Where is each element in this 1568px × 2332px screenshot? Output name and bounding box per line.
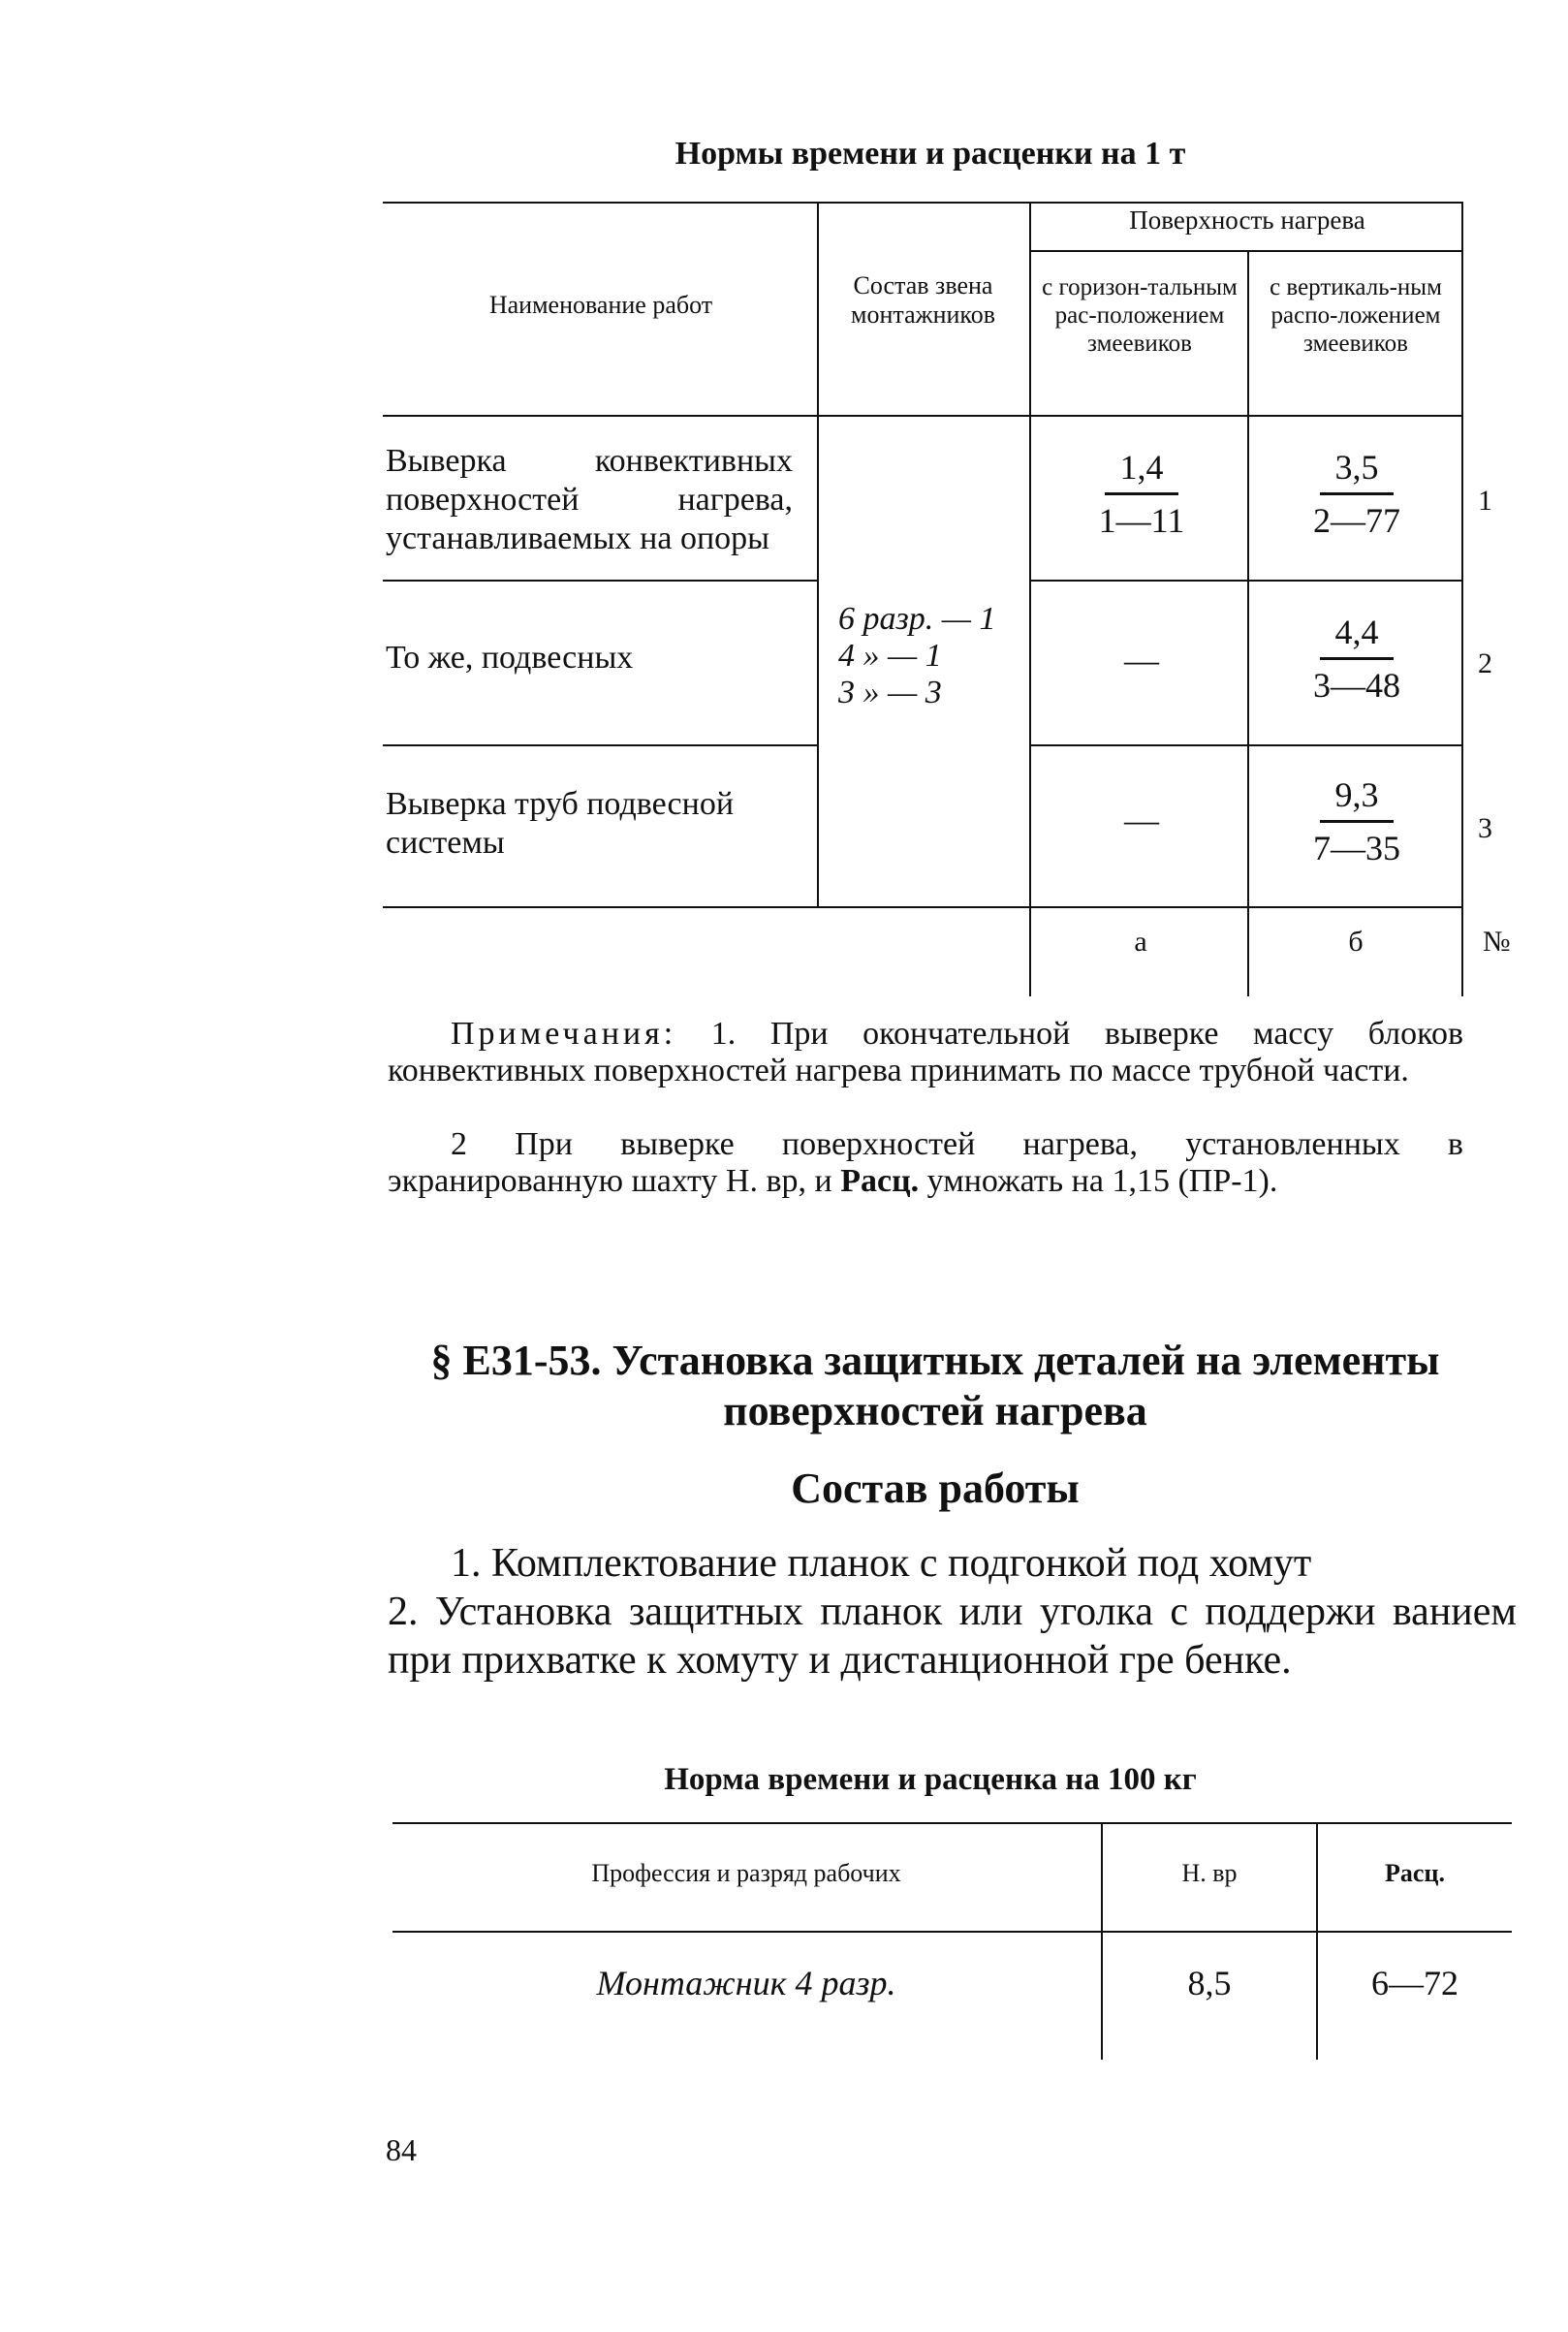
work-steps [388,1539,1517,1685]
note-1: Примечания: 1. При окончательной выверке массу блоков конвективных поверхностей нагрева принимать по массе трубной части. [388,1016,1463,1088]
column-label-a: а [1134,926,1147,958]
row3-vertical-value: $\frac{9,3}{7—35}$ [1313,775,1400,867]
section-subtitle: Состав работы [791,1465,1080,1512]
header-surface-group: Поверхность нагрева [1129,205,1365,235]
note-2: 2 При выверке поверхностей нагрева, установленных в экранированную шахту Н. вр, и Расц. умножать на 1,15 (ПР-1). [388,1126,1463,1199]
column-label-number: № [1483,926,1511,958]
notes-label: Примечания: [451,1016,677,1052]
row3-number: 3 [1478,812,1492,844]
norm-cell: 8,5 [1187,1964,1232,2002]
row1-vertical-value: $\frac{3,5}{2—77}$ [1313,448,1400,540]
row1-horizontal-value: $\frac{1,4}{1—11}$ [1098,448,1185,540]
table2-caption: Норма времени и расценка на 100 кг [664,1762,1197,1797]
row2-work: То же, подвесных [386,640,634,676]
crew-line: 3 » — 3 [838,675,942,710]
header-crew: Состав звена монтажников [851,271,995,329]
column-label-b: б [1348,926,1364,958]
header-norm: Н. вр [1181,1859,1238,1887]
row3-work: Выверка труб подвесной системы [386,786,735,861]
profession-cell: Монтажник 4 разр. [596,1964,896,2002]
row2-number: 2 [1478,647,1492,679]
rate-cell: 6—72 [1371,1964,1458,2002]
row2-horizontal-value: — [1124,641,1159,679]
crew-line: 4 » — 1 [838,638,942,674]
crew-line: 6 разр. — 1 [838,601,996,637]
row1-number: 1 [1478,485,1492,517]
header-profession: Профессия и разряд рабочих [591,1859,901,1887]
work-step: 1. Комплектование планок с подгонкой под хомут [451,1541,1312,1586]
page-number: 84 [386,2132,417,2167]
section-title: § Е31-53. Установка защитных деталей на элементы поверхностей нагрева [430,1337,1440,1434]
work-step: 2. Установка защитных планок или уголка с поддержи ванием при прихватке к хомуту и дистанционной гре бенке. [388,1590,1517,1683]
crew-composition [838,601,1022,711]
row3-horizontal-value: — [1124,801,1159,839]
table1-caption: Нормы времени и расценки на 1 т [674,136,1186,172]
header-work-name: Наименование работ [488,291,713,319]
header-rate: Расц. [1385,1859,1445,1887]
header-horizontal: с горизон-тальным рас-положением змеевиков [1042,274,1238,357]
row1-work: Выверка конвективных поверхностей нагрева, устанавливаемых на опоры [386,443,793,556]
header-vertical: с вертикаль-ным распо-ложением змеевиков [1270,274,1442,357]
row2-vertical-value: $\frac{4,4}{3—48}$ [1313,613,1400,705]
